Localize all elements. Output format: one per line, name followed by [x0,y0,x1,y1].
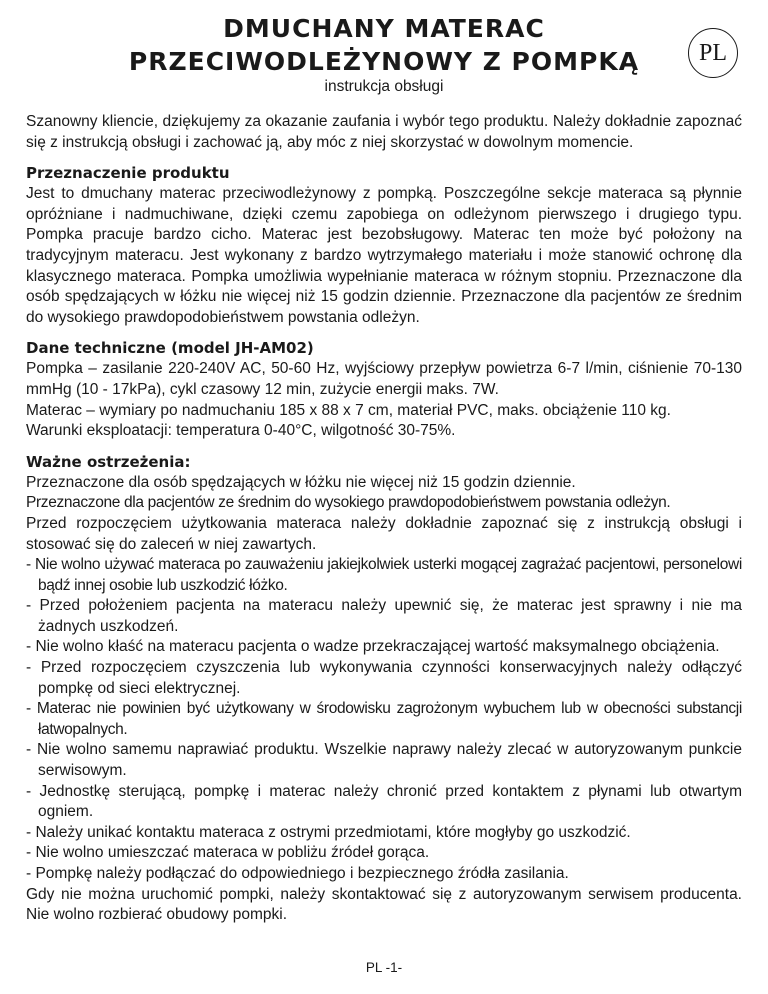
language-badge: PL [688,28,738,78]
specs-line: Warunki eksploatacji: temperatura 0-40°C, wilgotność 30-75%. [26,422,456,440]
warnings-intro-line: Przeznaczone dla pacjentów ze średnim do wysokiego prawdopodobieństwem powstania odleżyn. [26,494,671,512]
specs-heading: Dane techniczne (model JH-AM02) [26,339,314,358]
warnings-heading: Ważne ostrzeżenia: [26,452,191,471]
document-title [26,10,742,78]
title-line-2: PRZECIWODLEŻYNOWY Z POMPKĄ [128,47,640,76]
specs-line: Pompka – zasilanie 220-240V AC, 50-60 Hz, wyjściowy przepływ powietrza 6-7 l/min, ciśnienie 70-130 mmHg (10 - 17kPa), cykl czasowy 12 min, zużycie energii maks. 7W. [26,360,742,398]
intro-paragraph: Szanowny kliencie, dziękujemy za okazanie zaufania i wybór tego produktu. Należy dokładnie zapoznać się z instrukcją obsługi i zachować ją, aby móc z niej skorzystać w dowolnym momencie. [26,113,742,151]
purpose-heading: Przeznaczenie produktu [26,164,230,183]
warning-item: - Materac nie powinien być użytkowany w środowisku zagrożonym wybuchem lub w obecności substancji łatwopalnych. [26,700,742,738]
title-block [26,10,742,112]
warning-item: - Pompkę należy podłączać do odpowiedniego i bezpiecznego źródła zasilania. [26,865,569,882]
warning-item: - Nie wolno kłaść na materacu pacjenta o wadze przekraczającej wartość maksymalnego obciążenia. [26,638,720,656]
warning-item: - Nie wolno umieszczać materaca w pobliżu źródeł gorąca. [26,844,430,862]
specs-line: Materac – wymiary po nadmuchaniu 185 x 88 x 7 cm, materiał PVC, maks. obciążenie 110 kg. [26,401,671,419]
warning-item: - Przed położeniem pacjenta na materacu należy upewnić się, że materac jest sprawny i nie ma żadnych uszkodzeń. [26,597,742,635]
page-number: PL -1- [365,960,403,975]
title-line-1: DMUCHANY MATERAC [223,14,545,43]
warning-item: - Przed rozpoczęciem czyszczenia lub wykonywania czynności konserwacyjnych należy odłączyć pompkę od sieci elektrycznej. [26,659,742,697]
warning-item: - Należy unikać kontaktu materaca z ostrymi przedmiotami, które mogłyby go uszkodzić. [26,823,631,841]
warnings-intro-line: Przed rozpoczęciem użytkowania materaca należy dokładnie zapoznać się z instrukcją obsługi i stosować się do zaleceń w niej zawartych. [26,514,742,553]
warnings-list [26,555,742,885]
warnings-intro-line: Przeznaczone dla osób spędzających w łóżku nie więcej niż 15 godzin dziennie. [26,473,576,491]
document-subtitle: instrukcja obsługi [324,78,444,95]
purpose-paragraph: Jest to dmuchany materac przeciwodleżynowy z pompką. Poszczególne sekcje materaca są płynnie opróżniane i nadmuchiwane, dzięki czemu zapobiega on odleżynom pierwszego i drugiego typu. Pompka pracuje bardzo cicho. Materac jest bezobsługowy. Materac ten może być położony na tradycyjnym materacu. Jest wykonany z bardzo wytrzymałego materiału i może stanowić ochronę dla klasycznego materaca. Pompka umożliwia wypełnianie materaca w różnym stopniu. Przeznaczone dla osób spędzających w łóżku nie więcej niż 15 godzin dziennie. Przeznaczone dla pacjentów ze średnim do wysokiego prawdopodobieństwem powstania odleżyn. [26,185,742,326]
document-page [26,10,742,926]
warning-item: - Nie wolno używać materaca po zauważeniu jakiejkolwiek usterki mogącej zagrażać pacjentowi, personelowi bądź innej osobie lub uszkodzić łóżko. [26,556,742,594]
closing-paragraph: Gdy nie można uruchomić pompki, należy skontaktować się z autoryzowanym serwisem producenta. Nie wolno rozbierać obudowy pompki. [26,885,742,924]
warning-item: - Nie wolno samemu naprawiać produktu. Wszelkie naprawy należy zlecać w autoryzowanym punkcie serwisowym. [26,741,742,780]
warning-item: - Jednostkę sterującą, pompkę i materac należy chronić przed kontaktem z płynami lub otwartym ogniem. [26,782,742,821]
